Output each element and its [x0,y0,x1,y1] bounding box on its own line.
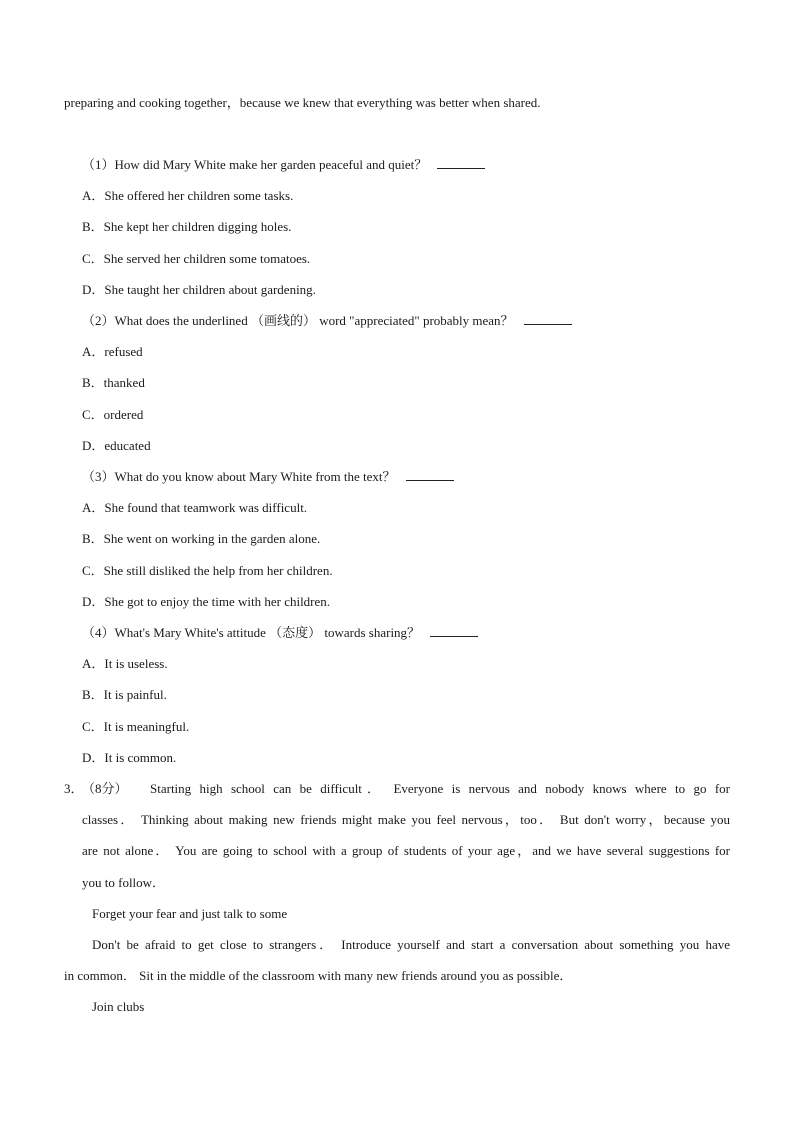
question-4-option-a: A．It is useless. [82,656,168,671]
question-4 [82,625,478,641]
section-heading-join-clubs: Join clubs [92,999,145,1014]
passage-3-number: 3． [64,781,84,796]
question-3-option-c: C．She still disliked the help from her children. [82,563,333,578]
question-4-stem: （4）What's Mary White's attitude （态度） towards sharing？ [82,625,421,640]
question-4-option-b: B．It is painful. [82,687,167,702]
question-3 [82,469,454,485]
question-1-option-b: B．She kept her children digging holes. [82,219,292,234]
answer-blank[interactable] [430,625,478,637]
passage-3-line-4: you to follow． [82,875,166,890]
question-3-option-b: B．She went on working in the garden alone. [82,531,321,546]
question-2-option-b: B．thanked [82,375,145,390]
answer-blank[interactable] [524,313,572,325]
question-2-stem: （2）What does the underlined （画线的） word "appreciated" probably mean？ [82,313,514,328]
question-2 [82,313,572,329]
question-1-option-d: D．She taught her children about gardening. [82,282,316,297]
question-1-stem: （1）How did Mary White make her garden peaceful and quiet？ [82,157,428,172]
question-1-option-a: A．She offered her children some tasks. [82,188,294,203]
intro-line: preparing and cooking together，because we knew that everything was better when shared. [64,95,541,110]
question-4-option-d: D．It is common. [82,750,177,765]
question-2-option-d: D．educated [82,438,151,453]
passage-3-line-3: are not alone． You are going to school with a group of students of your age，and we have several suggestions for [82,843,730,858]
paragraph-line-1: Don't be afraid to get close to strangers． Introduce yourself and start a conversation about something you have [92,937,730,952]
question-2-option-a: A．refused [82,344,143,359]
passage-3-line-2: classes． Thinking about making new friends might make you feel nervous，too． But don't worry，because you [82,812,730,827]
question-3-stem: （3）What do you know about Mary White from the text？ [82,469,396,484]
passage-3-line-1: Starting high school can be difficult． Everyone is nervous and nobody knows where to go for [150,781,730,796]
answer-blank[interactable] [406,469,454,481]
answer-blank[interactable] [437,157,485,169]
passage-3-score: （8分） [82,781,128,796]
question-1-option-c: C．She served her children some tomatoes. [82,251,311,266]
question-1 [82,157,485,173]
question-4-option-c: C．It is meaningful. [82,719,190,734]
question-2-option-c: C．ordered [82,407,144,422]
paragraph-line-2: in common． Sit in the middle of the classroom with many new friends around you as possible． [64,968,573,983]
section-heading-forget-fear: Forget your fear and just talk to some [92,906,288,921]
question-3-option-a: A．She found that teamwork was difficult. [82,500,308,515]
question-3-option-d: D．She got to enjoy the time with her children. [82,594,331,609]
